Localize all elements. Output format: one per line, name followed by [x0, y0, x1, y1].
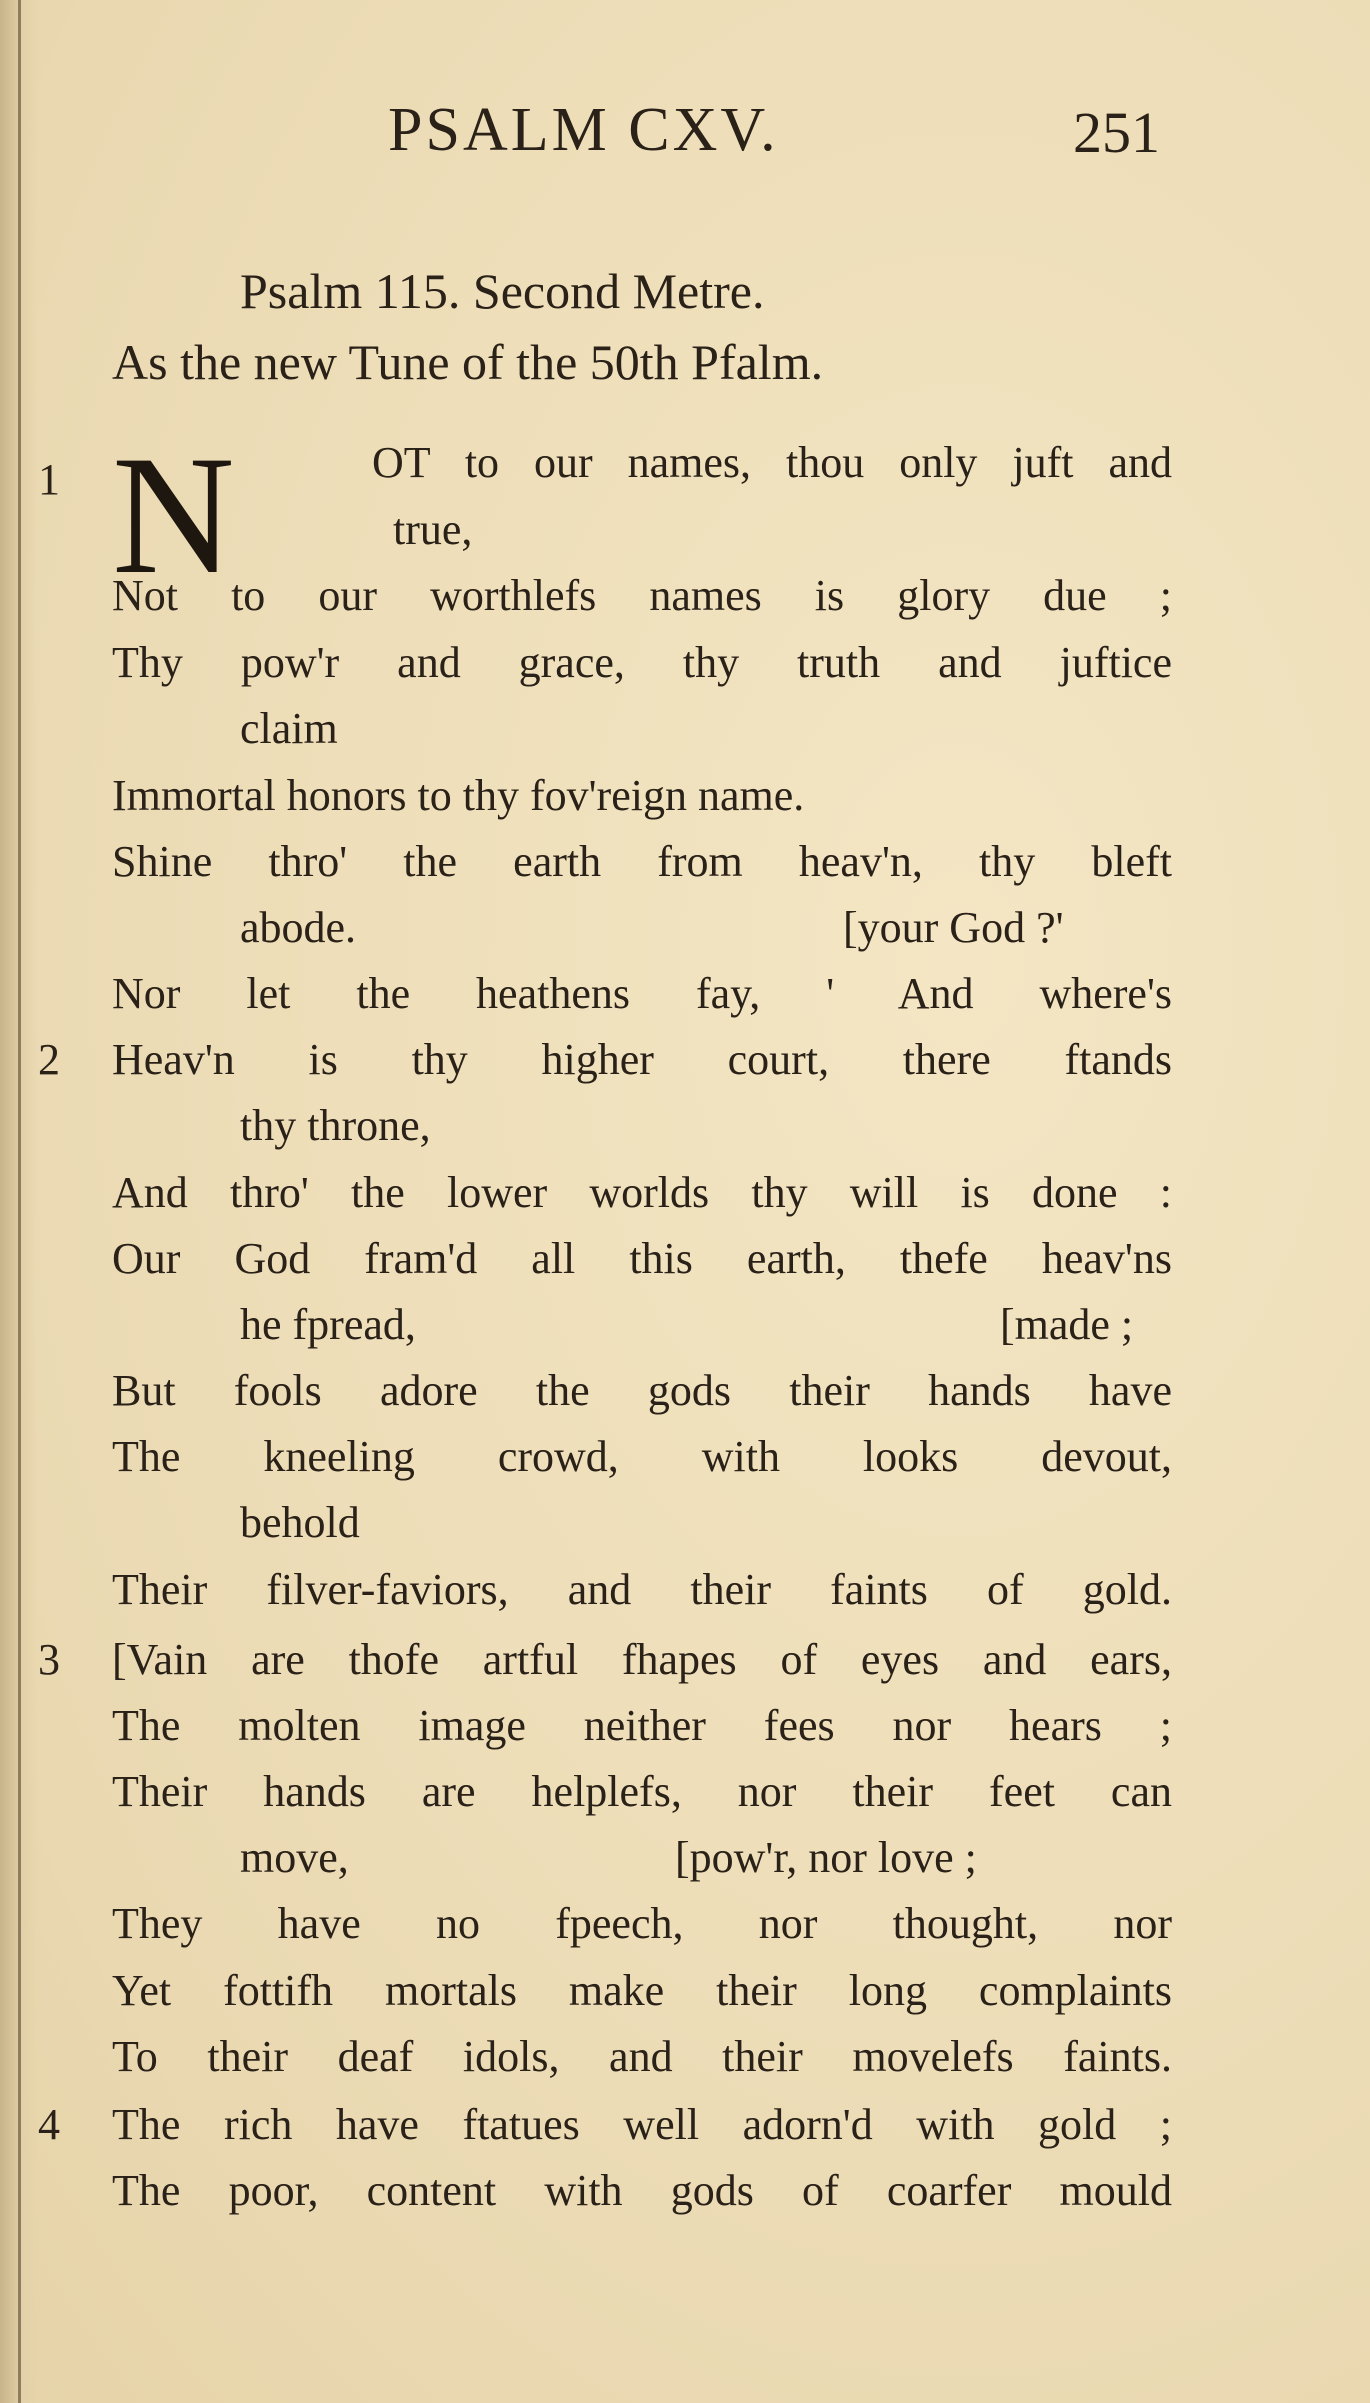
verse-number-2: 2: [38, 1035, 60, 1084]
line-text: Shine thro' the earth from heav'n, thy bleft: [112, 837, 1172, 886]
running-head: PSALM CXV.: [388, 96, 779, 164]
verse-line: [112, 2158, 1172, 2224]
drop-capital: N: [112, 421, 235, 609]
verse-line: [112, 1891, 1172, 1957]
line-text: Our God fram'd all this earth, thefe heav'ns: [112, 1234, 1172, 1283]
tune-line: As the new Tune of the 50th Pfalm.: [112, 334, 824, 390]
line-text: behold: [240, 1498, 360, 1547]
line-text: thy throne,: [240, 1101, 431, 1150]
verse-line: [112, 1557, 1172, 1623]
page-number: 251: [1073, 100, 1160, 165]
verse-line: [112, 763, 1172, 829]
verse-line: [372, 430, 1172, 496]
line-text: Immortal honors to thy fov'reign name.: [112, 771, 805, 820]
verse-line: [112, 2092, 1172, 2158]
line-text: Yet fottifh mortals make their long complaints: [112, 1966, 1172, 2015]
page-header: [0, 95, 1370, 175]
verse-line: [112, 2024, 1172, 2090]
verse-line: [112, 1027, 1172, 1093]
line-text: The poor, content with gods of coarfer mould: [112, 2166, 1172, 2215]
line-text: Thy pow'r and grace, thy truth and juftice: [112, 638, 1172, 687]
line-text: Nor let the heathens fay, ' And where's: [112, 969, 1172, 1018]
line-text: true,: [393, 505, 473, 554]
line-text: And thro' the lower worlds thy will is done :: [112, 1168, 1172, 1217]
verse-line: [112, 961, 1172, 1027]
verse-line: [112, 1160, 1172, 1226]
verse-line: [240, 1490, 1172, 1556]
verse-line: [112, 1424, 1172, 1490]
verse-number-4: 4: [38, 2100, 60, 2149]
verse-line: [112, 829, 1172, 895]
line-text: move,: [240, 1833, 349, 1882]
line-text: abode.: [240, 903, 357, 952]
line-text: Heav'n is thy higher court, there ftands: [112, 1035, 1172, 1084]
psalm-title: Psalm 115. Second Metre.: [240, 263, 765, 319]
verse-line: [112, 1627, 1172, 1693]
line-text: The kneeling crowd, with looks devout,: [112, 1432, 1172, 1481]
verse-number-3: 3: [38, 1635, 60, 1684]
verse-line: [240, 696, 1172, 762]
verse-line: [112, 1226, 1172, 1292]
line-text: Their hands are helplefs, nor their feet can: [112, 1767, 1172, 1816]
verse-line: [112, 630, 1172, 696]
line-text: he fpread,: [240, 1300, 416, 1349]
line-text: But fools adore the gods their hands have: [112, 1366, 1172, 1415]
verse-line: [112, 1358, 1172, 1424]
turnover-text: [made ;: [1000, 1300, 1134, 1349]
binding-edge: [18, 0, 21, 2403]
turnover-text: [pow'r, nor love ;: [675, 1833, 977, 1882]
verse-line: [112, 1759, 1172, 1825]
line-text: The molten image neither fees nor hears ;: [112, 1701, 1172, 1750]
turnover-text: [your God ?': [843, 903, 1064, 952]
verse-line: [240, 1093, 1172, 1159]
verse-number-1: 1: [38, 455, 60, 504]
verse-line: [112, 1958, 1172, 2024]
verse-line: [112, 563, 1172, 629]
line-text: claim: [240, 704, 338, 753]
line-text: They have no fpeech, nor thought, nor: [112, 1899, 1172, 1948]
line-text: To their deaf idols, and their movelefs faints.: [112, 2032, 1172, 2081]
line-text: Not to our worthlefs names is glory due ;: [112, 571, 1172, 620]
line-text: Their filver-faviors, and their faints of gold.: [112, 1565, 1172, 1614]
verse-line: [393, 497, 472, 563]
line-text: The rich have ftatues well adorn'd with gold ;: [112, 2100, 1172, 2149]
line-text: OT to our names, thou only juft and: [372, 438, 1172, 487]
line-text: [Vain are thofe artful fhapes of eyes and ears,: [112, 1635, 1172, 1684]
verse-line: [112, 1693, 1172, 1759]
